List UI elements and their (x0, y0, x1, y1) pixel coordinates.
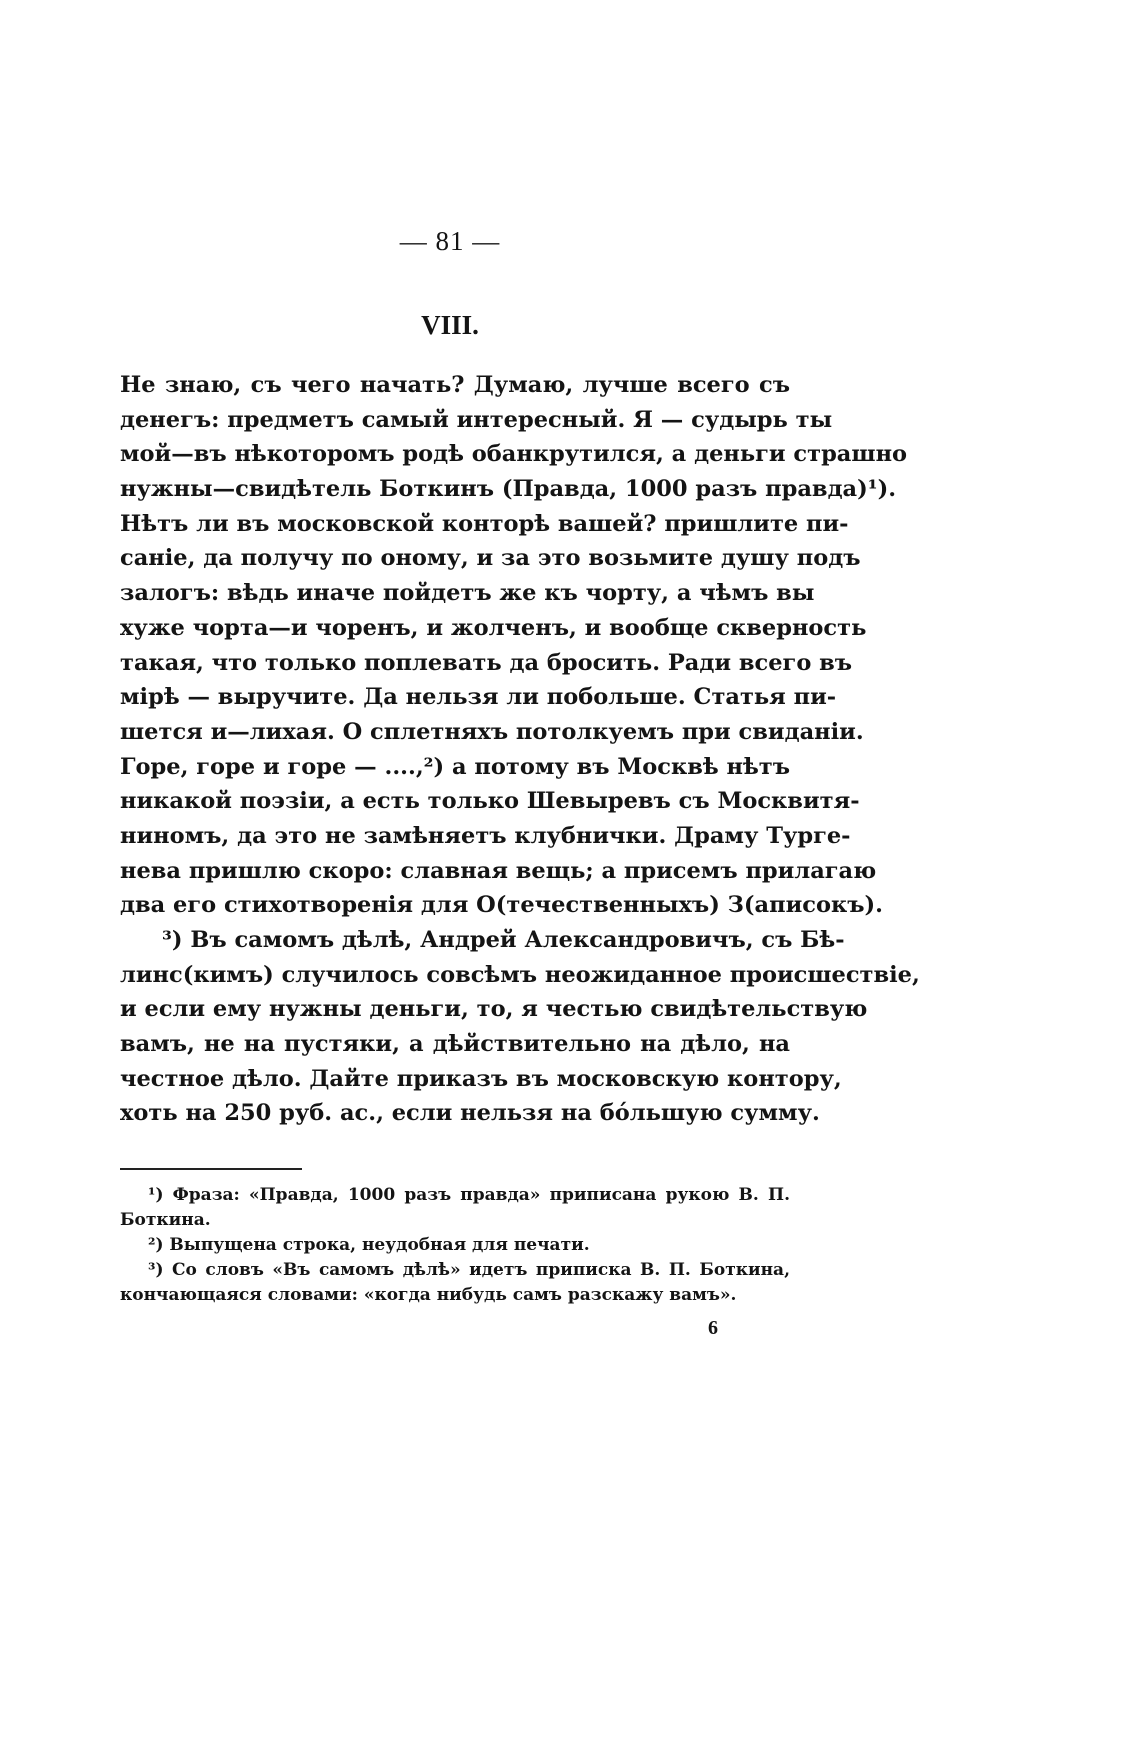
text-line: Не знаю, съ чего начать? Думаю, лучше всего съ (120, 372, 790, 398)
footnote-line: ¹) Фраза: «Правда, 1000 разъ правда» приписана рукою В. П. (148, 1185, 790, 1205)
text-line: ³) Въ самомъ дѣлѣ, Андрей Александровичъ, съ Бѣ- (162, 927, 845, 953)
footnote-separator (120, 1168, 302, 1170)
text-line: два его стихотворенія для О(течественныхъ) З(аписокъ). (120, 892, 883, 919)
footnote-line: ²) Выпущена строка, неудобная для печати. (148, 1235, 590, 1255)
text-line: и если ему нужны деньги, то, я честью свидѣтельствую (120, 996, 868, 1023)
text-line: саніе, да получу по оному, и за это возьмите душу подъ (120, 545, 861, 572)
text-line: честное дѣло. Дайте приказъ въ московскую контору, (120, 1065, 842, 1092)
text-line: нужны—свидѣтель Боткинъ (Правда, 1000 разъ правда)¹). (120, 476, 897, 503)
text-line: залогъ: вѣдь иначе пойдетъ же къ чорту, а чѣмъ вы (120, 580, 815, 607)
text-line: мірѣ — выручите. Да нельзя ли побольше. Статья пи- (120, 684, 837, 711)
text-line: хуже чорта—и чоренъ, и жолченъ, и вообще скверность (120, 614, 867, 641)
text-line: линс(кимъ) случилось совсѣмъ неожиданное происшествіе, (120, 961, 920, 988)
text-line: вамъ, не на пустяки, а дѣйствительно на дѣло, на (120, 1031, 790, 1058)
chapter-heading: VIII. (421, 310, 479, 340)
text-line: никакой поэзіи, а есть только Шевыревъ съ Москвитя- (120, 788, 860, 815)
main-text (120, 368, 920, 1131)
footnote-line: кончающаяся словами: «когда нибудь самъ разскажу вамъ». (120, 1285, 737, 1305)
text-line: шется и—лихая. О сплетняхъ потолкуемъ при свиданіи. (120, 718, 864, 745)
page-number: — 81 — (399, 226, 501, 256)
footnote-line: Боткина. (120, 1210, 211, 1230)
footnotes (120, 1183, 790, 1308)
text-line: мой—въ нѣкоторомъ родѣ обанкрутился, а деньги страшно (120, 441, 908, 468)
footnote-line: ³) Со словъ «Въ самомъ дѣлѣ» идетъ приписка В. П. Боткина, (148, 1260, 790, 1280)
text-line: хоть на 250 руб. ас., если нельзя на бо́льшую сумму. (120, 1100, 820, 1127)
text-line: нева пришлю скоро: славная вещь; а присемъ прилагаю (120, 857, 877, 884)
text-line: Горе, горе и горе — ....,²) а потому въ Москвѣ нѣтъ (120, 753, 790, 780)
text-line: Нѣтъ ли въ московской конторѣ вашей? пришлите пи- (120, 510, 849, 537)
printer-signature-mark: 6 (708, 1317, 718, 1339)
text-line: денегъ: предметъ самый интересный. Я — судырь ты (120, 406, 833, 433)
text-line: такая, что только поплевать да бросить. Ради всего въ (120, 649, 853, 676)
text-line: ниномъ, да это не замѣняетъ клубнички. Драму Турге- (120, 822, 851, 849)
